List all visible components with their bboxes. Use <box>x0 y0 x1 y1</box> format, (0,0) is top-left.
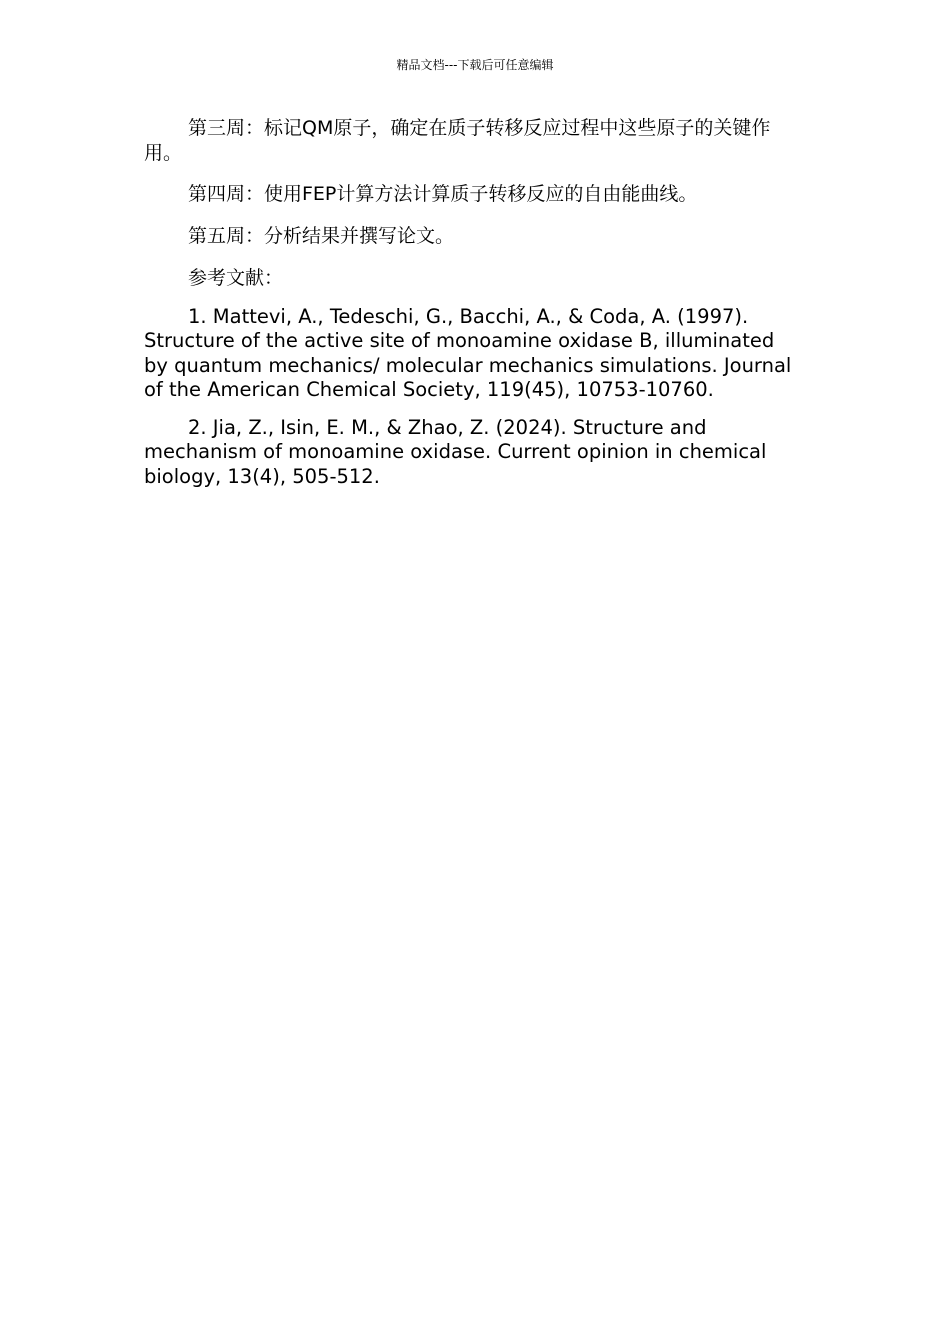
reference-item: 2. Jia, Z., Isin, E. M., & Zhao, Z. (2024). Structure and mechanism of monoamine oxidase. Current opinion in chemical biology, 13(4), 505-512. <box>144 416 767 488</box>
page-header: 精品文档---下载后可任意编辑 <box>396 58 554 72</box>
reference-item: 1. Mattevi, A., Tedeschi, G., Bacchi, A., & Coda, A. (1997). Structure of the active site of monoamine oxidase B, illuminated by quantum mechanics/ molecular mechanics simulations. Journal of the American Chemical Society, 119(45), 10753-10760. <box>144 305 792 401</box>
references-heading: 参考文献： <box>188 267 284 289</box>
paragraph-week-four: 第四周：使用FEP计算方法计算质子转移反应的自由能曲线。 <box>188 183 698 205</box>
paragraph-week-five: 第五周：分析结果并撰写论文。 <box>188 225 455 247</box>
document-body <box>144 116 800 489</box>
paragraph-week-three: 第三周：标记QM原子，确定在质子转移反应过程中这些原子的关键作用。 <box>144 117 771 164</box>
